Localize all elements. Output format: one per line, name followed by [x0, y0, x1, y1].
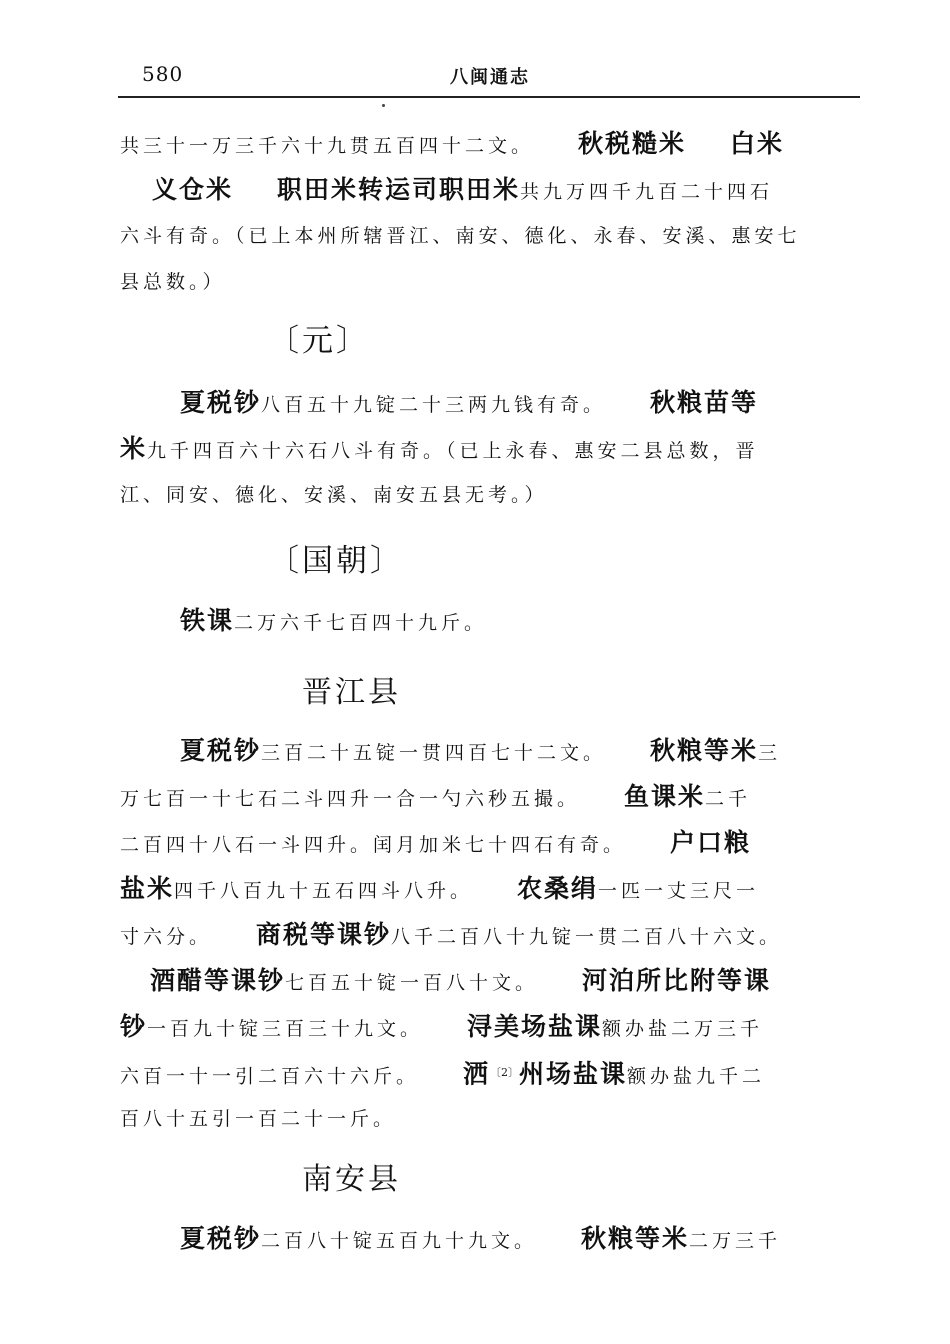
term-bold: 秋粮等米	[650, 736, 759, 765]
term-bold: 铁课	[180, 606, 235, 635]
term-bold: 钞	[120, 1012, 148, 1041]
footnote-marker: 〔2〕	[490, 1066, 520, 1079]
header-rule	[118, 96, 860, 98]
term-bold: 职田米转运司职田米	[277, 175, 521, 204]
text-line	[120, 728, 860, 774]
term-bold: 农桑绢	[517, 874, 599, 903]
book-title: 八闽通志	[450, 67, 530, 88]
section-heading-guochao: 〔国朝〕	[268, 543, 404, 579]
text-run: 二百四十八石一斗四升。闰月加米七十四石有奇。	[120, 834, 627, 856]
text-line	[120, 774, 860, 820]
text-line	[120, 820, 860, 866]
term-bold: 秋粮等米	[581, 1224, 690, 1253]
print-speck	[382, 104, 385, 107]
term-bold: 秋税糙米	[578, 129, 687, 158]
term-bold: 夏税钞	[180, 736, 262, 765]
term-bold: 义仓米	[152, 175, 234, 204]
section-heading-yuan: 〔元〕	[268, 323, 370, 359]
text-run: 县总数。）	[120, 271, 226, 293]
text-line	[120, 1004, 860, 1050]
text-run: 额办盐九千二	[627, 1065, 766, 1088]
term-bold: 白米	[730, 129, 785, 158]
text-run: 六百一十一引二百六十六斤。	[120, 1065, 420, 1088]
text-line	[120, 121, 860, 167]
text-line	[120, 598, 860, 644]
text-run: 二万六千七百四十九斤。	[234, 612, 488, 634]
term-bold: 鱼课米	[624, 782, 706, 811]
page-number: 580	[142, 62, 184, 86]
text-line	[120, 380, 860, 426]
text-run: 江、同安、德化、安溪、南安五县无考。）	[120, 484, 548, 506]
text-run: 百八十五引一百二十一斤。	[120, 1108, 397, 1130]
term-bold: 米	[120, 434, 148, 463]
paragraph-nanan	[120, 1216, 860, 1262]
text-run: 七百五十锭一百八十文。	[285, 972, 539, 994]
text-line	[120, 213, 860, 259]
text-line	[120, 866, 860, 912]
text-run: 三百二十五锭一贯四百七十二文。	[261, 742, 607, 764]
paragraph-jinjiang	[120, 728, 860, 1142]
term-bold: 夏税钞	[180, 1224, 262, 1253]
term-bold: 州场盐课	[519, 1059, 628, 1089]
term-bold: 秋粮苗等	[650, 388, 759, 417]
text-run: 共三十一万三千六十九贯五百四十二文。	[120, 135, 535, 157]
text-run: 八百五十九锭二十三两九钱有奇。	[261, 394, 607, 416]
text-run: 二千	[705, 788, 752, 810]
section-heading-jinjiang: 晋江县	[302, 675, 401, 710]
paragraph-yuan	[120, 380, 860, 518]
text-line	[120, 426, 860, 472]
term-bold: 浔美场盐课	[467, 1012, 603, 1041]
text-run: 寸六分。	[120, 926, 213, 948]
page-header	[120, 62, 860, 92]
term-bold: 户口粮	[670, 828, 752, 857]
text-run: 二万三千	[689, 1230, 782, 1252]
text-run: 万七百一十七石二斗四升一合一勺六秒五撮。	[120, 788, 581, 810]
term-bold: 洒	[463, 1059, 491, 1089]
term-bold: 盐米	[120, 874, 175, 903]
text-line	[120, 167, 860, 213]
term-bold: 河泊所比附等课	[582, 966, 772, 995]
section-heading-nanan: 南安县	[302, 1162, 401, 1197]
text-line	[120, 1050, 860, 1096]
text-line	[120, 259, 860, 305]
text-run: 一匹一丈三尺一	[598, 880, 760, 902]
paragraph-song-summary	[120, 121, 860, 305]
text-run: 六斗有奇。（已上本州所辖晋江、南安、德化、永春、安溪、惠安七	[120, 225, 801, 247]
term-bold: 夏税钞	[180, 388, 262, 417]
paragraph-iron-tax	[120, 598, 860, 644]
text-run: 额办盐二万三千	[602, 1018, 764, 1040]
term-bold: 商税等课钞	[256, 920, 392, 949]
text-run: 八千二百八十九锭一贯二百八十六文。	[391, 926, 783, 948]
text-line	[120, 472, 860, 518]
text-run: 一百九十锭三百三十九文。	[147, 1018, 424, 1040]
text-line	[120, 1096, 860, 1142]
text-line	[120, 958, 860, 1004]
text-run: 三	[758, 742, 782, 764]
text-line	[120, 912, 860, 958]
text-run: 四千八百九十五石四斗八升。	[174, 880, 474, 902]
text-run: 九千四百六十六石八斗有奇。（已上永春、惠安二县总数，晋	[147, 440, 759, 462]
term-bold: 酒醋等课钞	[150, 966, 286, 995]
text-run: 二百八十锭五百九十九文。	[261, 1230, 538, 1252]
text-run: 共九万四千九百二十四石	[520, 181, 774, 203]
text-line	[120, 1216, 860, 1262]
